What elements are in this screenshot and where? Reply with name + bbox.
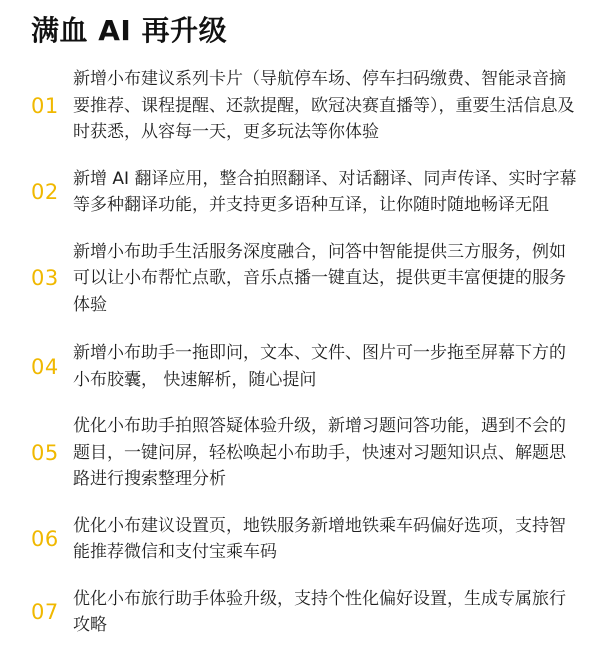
item-description: 优化小布助手拍照答疑体验升级，新增习题问答功能，遇到不会的题目，一键问屏，轻松唤起小布助手，快速对习题知识点、解题思路进行搜索整理分析 (73, 416, 566, 489)
item-number: 07 (31, 600, 59, 624)
item-number: 03 (31, 266, 59, 291)
item-number: 06 (31, 527, 59, 551)
feature-item-06 (31, 513, 580, 566)
item-description: 优化小布建议设置页，地铁服务新增地铁乘车码偏好选项，支持智能推荐微信和支付宝乘车码 (73, 515, 566, 562)
feature-item-02 (31, 166, 580, 219)
feature-item-03 (31, 239, 580, 319)
page-title: 满血 AI 再升级 (31, 14, 228, 47)
item-number: 01 (31, 93, 59, 118)
item-number: 04 (31, 354, 59, 379)
feature-item-07 (31, 586, 580, 639)
feature-item-05 (31, 413, 580, 493)
item-number: 05 (31, 440, 59, 465)
feature-item-04 (31, 340, 580, 393)
item-description: 新增小布助手生活服务深度融合，问答中智能提供三方服务，例如可以让小布帮忙点歌，音乐点播一键直达，提供更丰富便捷的服务体验 (73, 241, 566, 315)
item-number: 02 (31, 180, 59, 204)
item-description: 新增 AI 翻译应用，整合拍照翻译、对话翻译、同声传译、实时字幕等多种翻译功能，并支持更多语种互译，让你随时随地畅译无阻 (73, 168, 577, 215)
item-description: 新增小布建议系列卡片（导航停车场、停车扫码缴费、智能录音摘要推荐、课程提醒、还款提醒，欧冠决赛直播等），重要生活信息及时获悉，从容每一天，更多玩法等你体验 (73, 69, 575, 142)
feature-item-01 (31, 66, 580, 146)
item-description: 新增小布助手一拖即问，文本、文件、图片可一步拖至屏幕下方的小布胶囊， 快速解析，随心提问 (73, 343, 566, 390)
item-description: 优化小布旅行助手体验升级，支持个性化偏好设置，生成专属旅行攻略 (73, 588, 566, 635)
